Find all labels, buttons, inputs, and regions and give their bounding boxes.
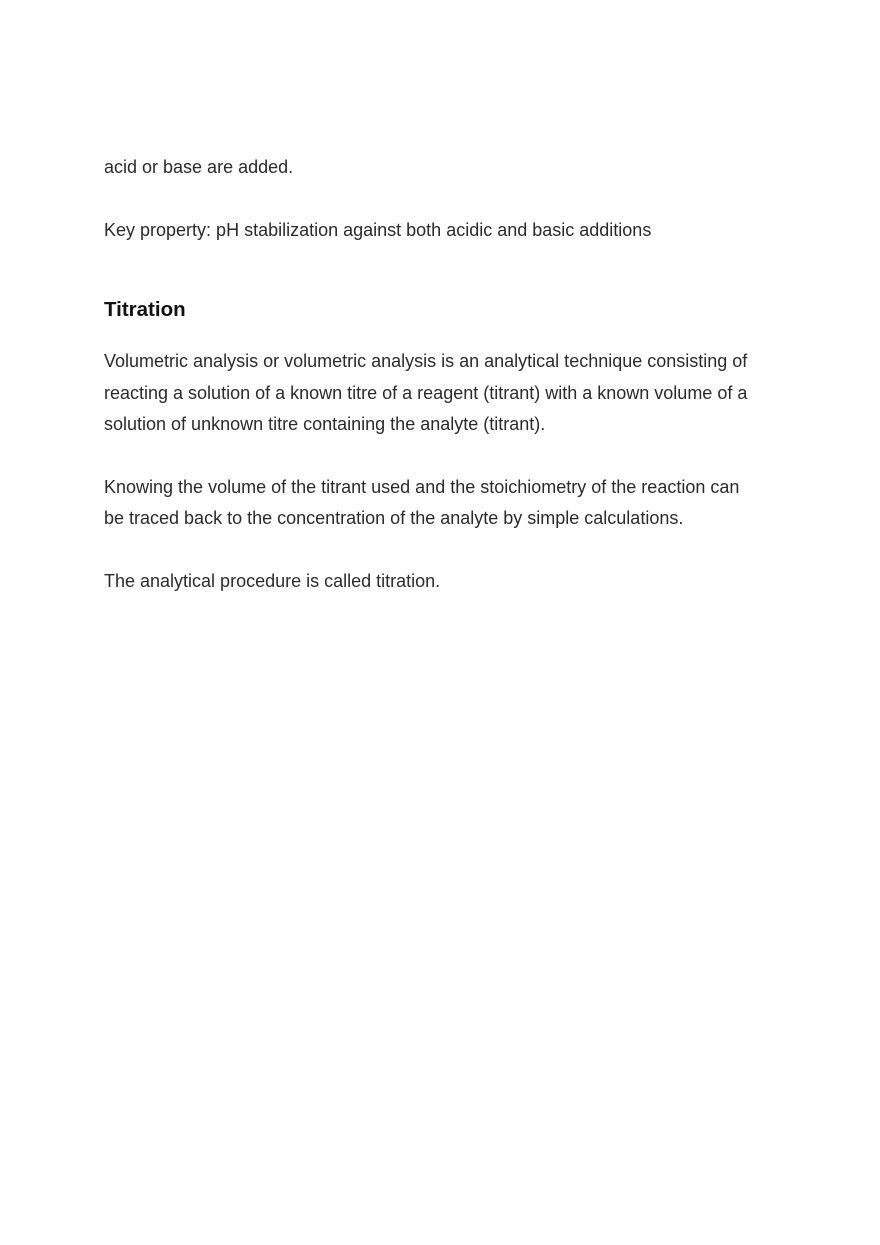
titrant-volume-paragraph: Knowing the volume of the titrant used and the stoichiometry of the reaction can be traced back to the concentration of the analyte by simple calculations. bbox=[104, 476, 740, 528]
procedure-name-paragraph: The analytical procedure is called titration. bbox=[104, 570, 441, 591]
document-page bbox=[104, 152, 764, 597]
key-property-paragraph: Key property: pH stabilization against both acidic and basic additions bbox=[104, 219, 652, 240]
section-heading-titration: Titration bbox=[104, 298, 186, 321]
continuation-paragraph: acid or base are added. bbox=[104, 157, 294, 177]
volumetric-analysis-paragraph: Volumetric analysis or volumetric analysis is an analytical technique consisting of reacting a solution of a known titre of a reagent (titrant) with a known volume of a solution of unknown titre containing the analyte (titrant). bbox=[104, 351, 748, 434]
